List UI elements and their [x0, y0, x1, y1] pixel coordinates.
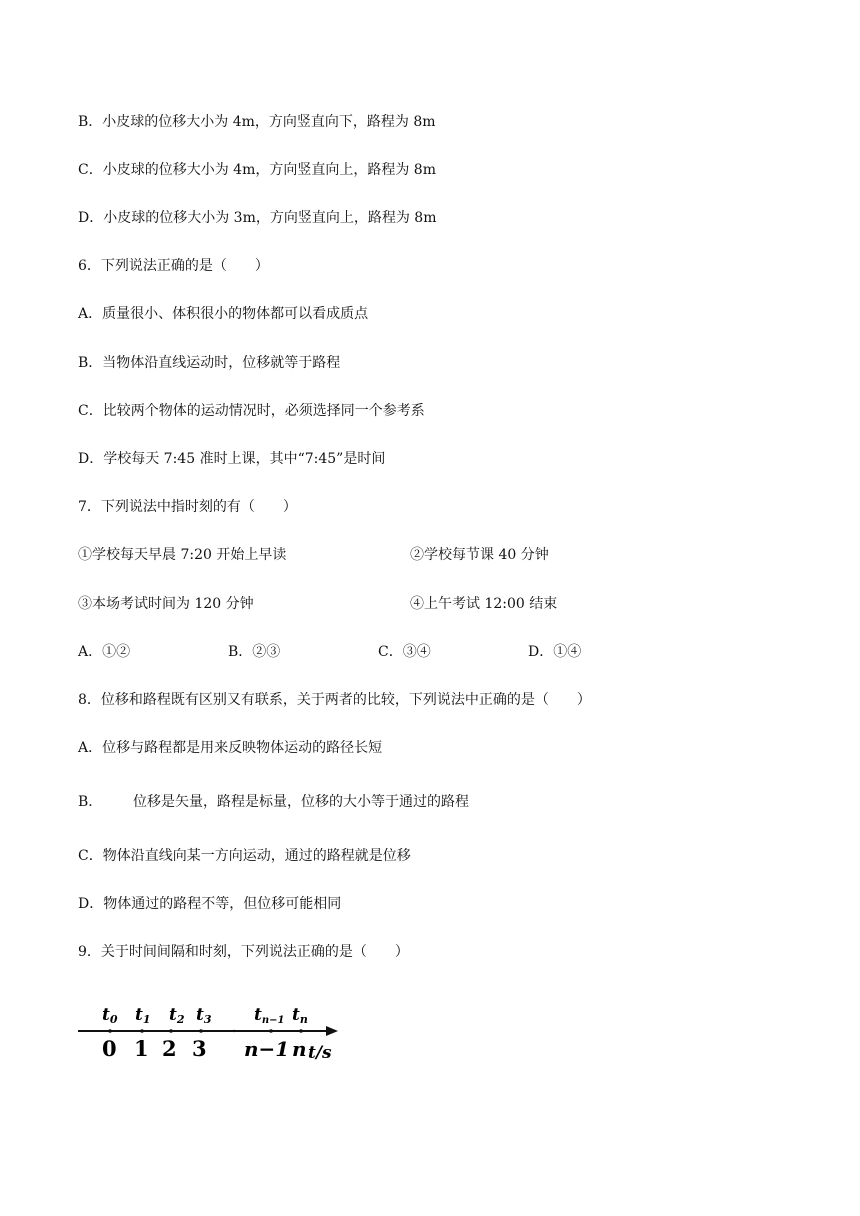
- q8-option-b-label: B．: [78, 794, 103, 810]
- q6-option-d: D．学校每天 7:45 准时上课，其中“7:45”是时间: [78, 451, 386, 467]
- q7-option-b: B．②③: [228, 644, 281, 660]
- question-8: 8．位移和路程既有区别又有联系，关于两者的比较，下列说法中正确的是（ ）: [78, 692, 591, 708]
- q8-option-c: C．物体沿直线向某一方向运动，通过的路程就是位移: [78, 848, 411, 864]
- label-tn-1: tn−1: [254, 1005, 285, 1026]
- label-0: 0: [102, 1036, 117, 1061]
- label-3: 3: [192, 1036, 207, 1061]
- tick-mid: [233, 1030, 235, 1032]
- q8-option-d: D．物体通过的路程不等，但位移可能相同: [78, 896, 342, 912]
- label-n-1: n−1: [244, 1037, 290, 1061]
- label-t3: t3: [196, 1005, 212, 1026]
- axis-unit-label: t/s: [308, 1043, 332, 1063]
- question-7: 7．下列说法中指时刻的有（ ）: [78, 499, 297, 515]
- label-tn: tn: [292, 1005, 308, 1026]
- q7-option-a: A．①②: [78, 644, 131, 660]
- q7-statement-1: ①学校每天早晨 7:20 开始上早读: [78, 547, 287, 563]
- tick-n-1: [269, 1029, 273, 1033]
- q5-option-b: B．小皮球的位移大小为 4m，方向竖直向下，路程为 8m: [78, 114, 436, 130]
- q7-option-c: C．③④: [378, 644, 431, 660]
- tick-3: [199, 1029, 203, 1033]
- timeline-figure: [76, 998, 346, 1070]
- label-t2: t2: [169, 1005, 185, 1026]
- q6-option-a: A．质量很小、体积很小的物体都可以看成质点: [78, 306, 369, 322]
- q6-option-b: B．当物体沿直线运动时，位移就等于路程: [78, 355, 341, 371]
- tick-n: [299, 1029, 303, 1033]
- label-n: n: [292, 1037, 307, 1061]
- tick-2: [169, 1029, 173, 1033]
- label-2: 2: [162, 1036, 177, 1061]
- label-1: 1: [134, 1036, 149, 1061]
- q7-statement-4: ④上午考试 12:00 结束: [410, 596, 558, 612]
- timeline-arrow: [326, 1026, 338, 1036]
- q8-option-a: A．位移与路程都是用来反映物体运动的路径长短: [78, 740, 383, 756]
- question-9: 9．关于时间间隔和时刻，下列说法正确的是（ ）: [78, 944, 409, 960]
- q8-option-b-text: 位移是矢量，路程是标量，位移的大小等于通过的路程: [133, 794, 469, 810]
- q5-option-d: D．小皮球的位移大小为 3m，方向竖直向上，路程为 8m: [78, 210, 437, 226]
- label-t0: t0: [102, 1005, 118, 1026]
- q7-option-d: D．①④: [528, 644, 582, 660]
- q7-statement-2: ②学校每节课 40 分钟: [410, 547, 549, 563]
- q5-option-c: C．小皮球的位移大小为 4m，方向竖直向上，路程为 8m: [78, 162, 436, 178]
- tick-1: [140, 1029, 144, 1033]
- q7-statement-3: ③本场考试时间为 120 分钟: [78, 596, 254, 612]
- label-t1: t1: [135, 1005, 151, 1026]
- tick-0: [108, 1029, 112, 1033]
- question-6: 6．下列说法正确的是（ ）: [78, 258, 269, 274]
- q6-option-c: C．比较两个物体的运动情况时，必须选择同一个参考系: [78, 403, 425, 419]
